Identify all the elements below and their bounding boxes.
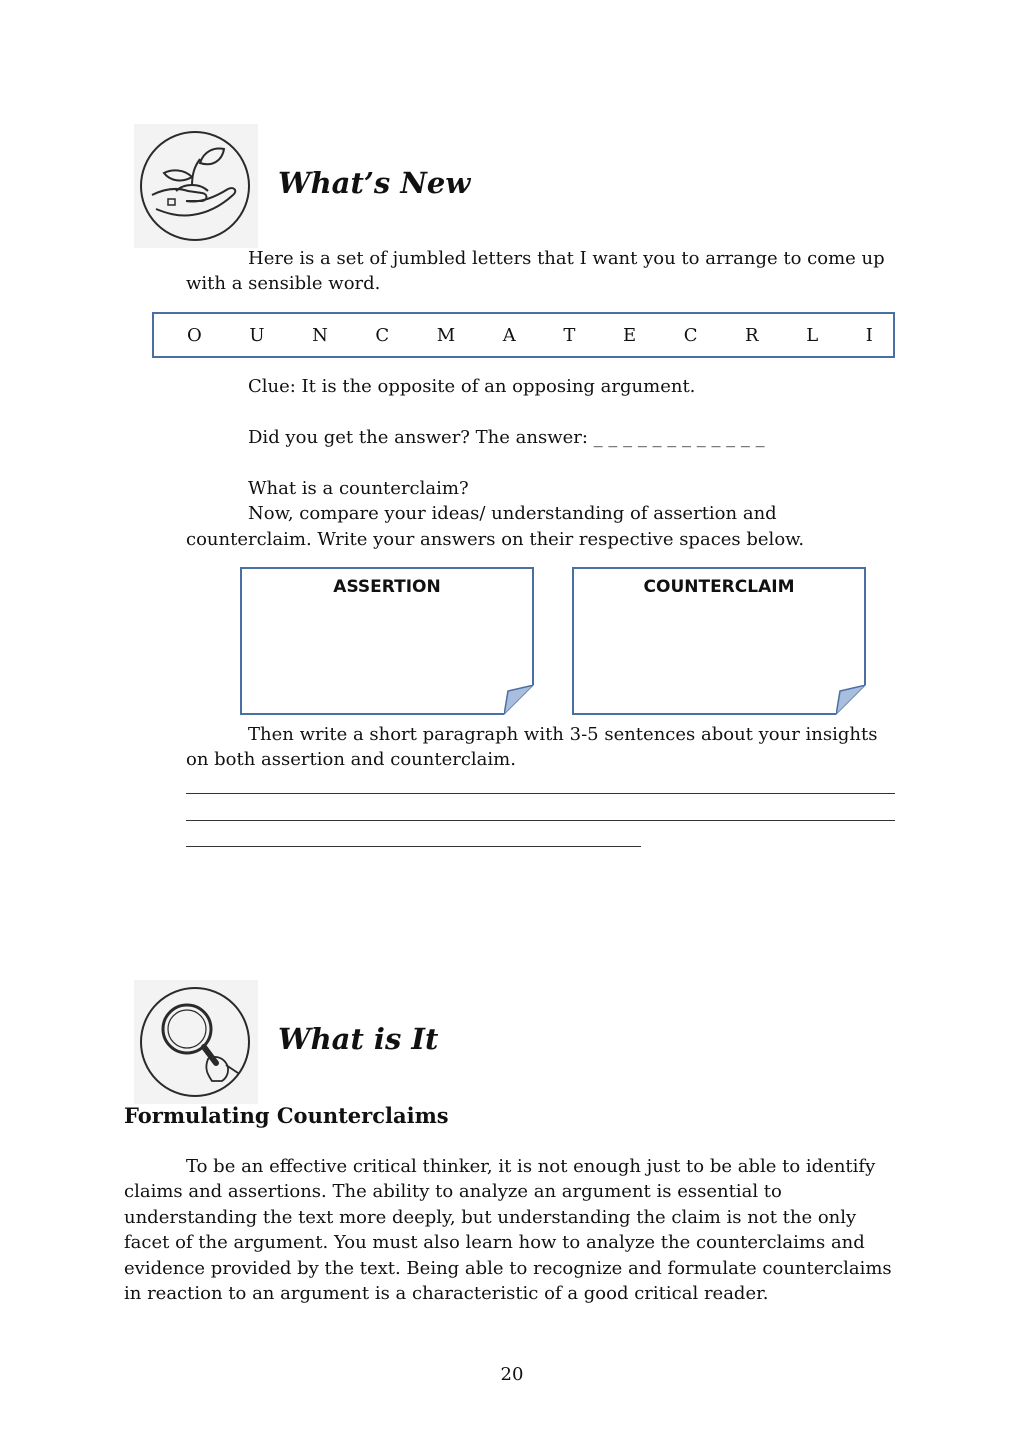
letter: E xyxy=(622,324,637,346)
intro-line-2: with a sensible word. xyxy=(186,273,381,294)
jumbled-letters-box xyxy=(152,312,895,358)
question-text: What is a counterclaim? xyxy=(248,478,469,499)
seedling-hand-icon xyxy=(140,131,250,241)
assertion-box[interactable] xyxy=(240,567,534,715)
answer-line[interactable] xyxy=(186,820,895,821)
paragraph-line-1: Then write a short paragraph with 3-5 sentences about your insights xyxy=(248,724,878,745)
letter: U xyxy=(249,324,265,346)
counterclaim-label: COUNTERCLAIM xyxy=(643,577,795,597)
letter: A xyxy=(502,324,516,346)
body-line: evidence provided by the text. Being able to recognize and formulate counterclaims xyxy=(124,1258,892,1279)
letter: L xyxy=(806,324,819,346)
magnifying-glass-icon xyxy=(140,987,250,1097)
compare-line-1: Now, compare your ideas/ understanding of assertion and xyxy=(248,503,777,524)
answer-line[interactable] xyxy=(186,793,895,794)
intro-line-1: Here is a set of jumbled letters that I want you to arrange to come up xyxy=(248,248,885,269)
answer-prompt: Did you get the answer? The answer: _ _ _ _ _ _ _ _ _ _ _ _ xyxy=(248,427,765,448)
letter: C xyxy=(683,324,698,346)
body-line: facet of the argument. You must also learn how to analyze the counterclaims and xyxy=(124,1232,865,1253)
clue-text: Clue: It is the opposite of an opposing argument. xyxy=(248,376,696,397)
body-line: in reaction to an argument is a characteristic of a good critical reader. xyxy=(124,1283,769,1304)
body-line: claims and assertions. The ability to analyze an argument is essential to xyxy=(124,1181,782,1202)
letter: M xyxy=(436,324,456,346)
body-line: understanding the text more deeply, but understanding the claim is not the only xyxy=(124,1207,857,1228)
letter: N xyxy=(312,324,328,346)
section-title-what-is-it: What is It xyxy=(278,1022,439,1056)
paragraph-line-2: on both assertion and counterclaim. xyxy=(186,749,516,770)
section-title-whats-new: What’s New xyxy=(278,166,471,200)
body-line: To be an effective critical thinker, it is not enough just to be able to identify xyxy=(186,1156,876,1177)
letter: C xyxy=(375,324,390,346)
letter: O xyxy=(187,324,202,346)
page-fold-icon xyxy=(504,685,534,715)
topic-heading: Formulating Counterclaims xyxy=(124,1103,449,1128)
letter: R xyxy=(745,324,759,346)
letter: I xyxy=(865,324,873,346)
letter: T xyxy=(563,324,576,346)
compare-line-2: counterclaim. Write your answers on their respective spaces below. xyxy=(186,529,805,550)
page-number: 20 xyxy=(500,1364,524,1385)
page-fold-icon xyxy=(836,685,866,715)
counterclaim-box[interactable] xyxy=(572,567,866,715)
answer-line[interactable] xyxy=(186,846,641,847)
assertion-label: ASSERTION xyxy=(333,577,441,597)
